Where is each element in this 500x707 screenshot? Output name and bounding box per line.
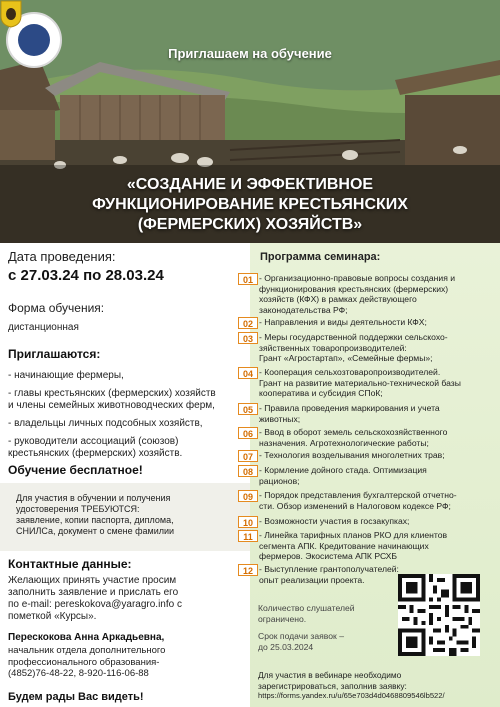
webinar-registration	[258, 670, 498, 702]
form-label: Форма обучения:	[8, 301, 105, 315]
item-line: законодательства РФ;	[259, 304, 348, 315]
item-text	[259, 317, 491, 328]
deadline-note	[258, 631, 398, 653]
item-text	[259, 450, 491, 461]
item-line: - Ввод в оборот земель сельскохозяйственного	[259, 427, 448, 437]
item-text	[259, 367, 491, 399]
person-line: начальник отдела дополнительного	[8, 645, 166, 656]
item-line: Грант «Агростартап», «Семейные фермы»;	[259, 353, 433, 364]
program-title: Программа семинара:	[260, 251, 381, 263]
contacts-line: Желающих принять участие просим	[8, 575, 177, 586]
item-line: - Правила проведения маркирования и учета	[259, 403, 440, 413]
item-line: опыт реализации проекта.	[259, 574, 365, 585]
docs-line: заявление, копии паспорта, диплома,	[16, 515, 174, 525]
invite-heading: Приглашаем на обучение	[168, 46, 332, 61]
note-line: Срок подачи заявок –	[258, 631, 344, 641]
contact-person-details	[8, 645, 246, 680]
note-line: ограничено.	[258, 614, 307, 624]
item-line: - Выступление грантополучателей:	[259, 564, 399, 574]
item-line: - Организационно-правовые вопросы создания и	[259, 273, 456, 283]
list-item: - начинающие фермеры,	[8, 370, 124, 381]
item-line: хозяйств (КФХ) в рамках действующего	[259, 294, 417, 305]
item-line: - Направления и виды деятельности КФХ;	[259, 317, 427, 327]
required-documents-panel	[0, 483, 250, 551]
registration-link[interactable]: https://forms.yandex.ru/u/65e703d4d0468809546lb522/	[258, 691, 445, 700]
item-text	[259, 490, 491, 511]
yaroslavl-crest-icon	[0, 0, 22, 28]
invited-list	[8, 370, 248, 460]
item-line: фермеров. Экосистема АПК РСХБ	[259, 551, 398, 562]
item-line: - Кооперация сельхозтоваропроизводителей.	[259, 367, 441, 377]
item-text	[259, 332, 491, 364]
course-details	[0, 243, 250, 483]
docs-line: СНИЛСа, документ о смене фамилии	[16, 526, 175, 536]
item-line: животных;	[259, 413, 301, 424]
qr-code-icon[interactable]	[398, 574, 480, 656]
person-line: профессионального образования-	[8, 656, 160, 668]
item-line: зяйственных товаропроизводителей:	[259, 342, 407, 353]
list-item: крестьянских (фермерских) хозяйств.	[8, 448, 183, 459]
docs-line: Для участия в обучении и получения	[16, 493, 171, 503]
item-text	[259, 516, 491, 527]
item-line: назначения. Агротехнологические работы;	[259, 437, 429, 448]
contacts-label: Контактные данные:	[8, 557, 132, 571]
list-item: - главы крестьянских (фермерских) хозяйств	[8, 388, 216, 399]
item-line: - Меры государственной поддержки сельскохо-	[259, 332, 448, 342]
item-number-badge: 04	[238, 367, 258, 379]
note-line: до 25.03.2024	[258, 642, 314, 652]
webinar-line: Для участия в вебинаре необходимо	[258, 670, 402, 680]
contact-email[interactable]: по e-mail: pereskokova@yaragro.info с	[8, 599, 182, 610]
item-number-badge: 05	[238, 403, 258, 415]
item-number-badge: 06	[238, 427, 258, 439]
item-number-badge: 09	[238, 490, 258, 502]
free-notice: Обучение бесплатное!	[8, 463, 143, 477]
item-number-badge: 01	[238, 273, 258, 285]
item-line: - Технология возделывания многолетних трав;	[259, 450, 445, 460]
item-number-badge: 11	[238, 530, 258, 542]
item-number-badge: 08	[238, 465, 258, 477]
required-documents-text	[16, 493, 246, 537]
contacts-line: заполнить заявление и прислать его	[8, 587, 179, 598]
item-text	[259, 273, 491, 315]
item-number-badge: 03	[238, 332, 258, 344]
invited-label: Приглашаются:	[8, 347, 101, 361]
docs-line: удостоверения ТРЕБУЮТСЯ:	[16, 504, 140, 514]
list-item: - руководители ассоциаций (союзов)	[8, 436, 179, 447]
list-item: - владельцы личных подсобных хозяйств,	[8, 418, 203, 429]
item-line: рационов;	[259, 475, 300, 486]
item-line: сегмента АПК. Кредитование начинающих	[259, 540, 429, 551]
contact-person-name: Перескокова Анна Аркадьевна,	[8, 632, 165, 643]
course-title-line: (ФЕРМЕРСКИХ) ХОЗЯЙСТВ»	[137, 216, 363, 233]
item-line: функционирования крестьянских (фермерских)	[259, 283, 449, 294]
item-line: сти. Обзор изменений в Налоговом кодексе РФ;	[259, 500, 451, 511]
contact-phone: (4852)76-48-22, 8-920-116-06-88	[8, 668, 149, 679]
contacts-line: пометкой «Курсы».	[8, 611, 97, 622]
hero-banner	[0, 0, 500, 243]
item-line: - Кормление дойного стада. Оптимизация	[259, 465, 427, 475]
item-line: кооператива и субсидия СПоК;	[259, 388, 383, 399]
item-number-badge: 12	[238, 564, 258, 576]
date-label: Дата проведения:	[8, 249, 116, 264]
item-line: - Порядок представления бухгалтерской отчетно-	[259, 490, 457, 500]
date-value: с 27.03.24 по 28.03.24	[8, 267, 164, 284]
webinar-line: зарегистрироваться, заполнив заявку:	[258, 680, 407, 691]
item-line: - Линейка тарифных планов РКО для клиентов	[259, 530, 448, 540]
item-number-badge: 02	[238, 317, 258, 329]
course-title	[20, 175, 480, 235]
welcome-text: Будем рады Вас видеть!	[8, 691, 144, 703]
capacity-note	[258, 603, 398, 625]
item-number-badge: 10	[238, 516, 258, 528]
item-text	[259, 530, 491, 562]
course-title-line: ФУНКЦИОНИРОВАНИЕ КРЕСТЬЯНСКИХ	[92, 196, 408, 213]
item-number-badge: 07	[238, 450, 258, 462]
item-line: - Возможности участия в госзакупках;	[259, 516, 410, 526]
contacts-section	[0, 551, 250, 707]
contacts-text	[8, 575, 246, 623]
list-item: и члены семейных животноводческих ферм,	[8, 400, 215, 411]
note-line: Количество слушателей	[258, 603, 355, 613]
course-title-line: «СОЗДАНИЕ И ЭФФЕКТИВНОЕ	[126, 176, 374, 193]
info-column	[0, 243, 250, 707]
item-text	[259, 427, 491, 448]
form-value: дистанционная	[8, 322, 79, 333]
item-text	[259, 403, 491, 424]
item-line: Грант на развитие материально-технической базы	[259, 377, 461, 388]
item-text	[259, 465, 491, 486]
